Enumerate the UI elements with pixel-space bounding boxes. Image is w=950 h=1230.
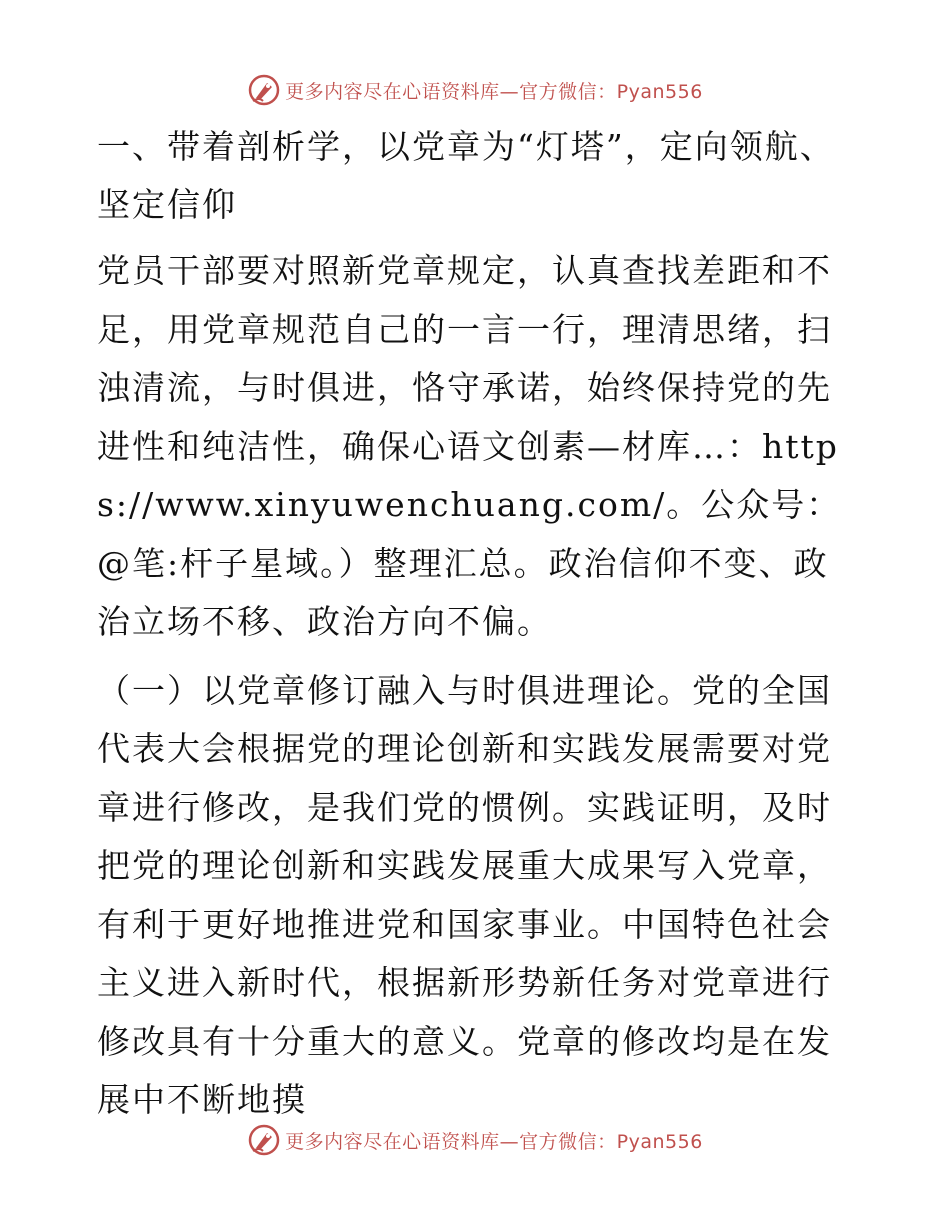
watermark-label: 更多内容尽在心语资料库—官方微信： (285, 1130, 617, 1153)
watermark-wechat-id: Pyan556 (616, 80, 703, 103)
section-heading: 一、带着剖析学，以党章为“灯塔”，定向领航、坚定信仰 (97, 127, 835, 224)
paragraph-2: （一）以党章修订融入与时俱进理论。党的全国代表大会根据党的理论创新和实践发展需要对党章进行修改，是我们党的惯例。实践证明，及时把党的理论创新和实践发展重大成果写入党章，有利于更好地推进党和国家事业。中国特色社会主义进入新时代，根据新形势新任务对党章进行修改具有十分重大的意义。党章的修改均是在发展中不断地摸 (97, 670, 832, 1119)
pen-nib-logo-icon (247, 73, 281, 107)
footer-watermark (0, 1120, 950, 1160)
paragraph-1: 党员干部要对照新党章规定，认真查找差距和不足，用党章规范自己的一言一行，理清思绪，扫浊清流，与时俱进，恪守承诺，始终保持党的先进性和纯洁性，确保心语文创素—材库…：https://www.xinyuwenchuang.com/。公众号：@笔:杆子星域。）整理汇总。政治信仰不变、政治立场不移、政治方向不偏。 (97, 251, 842, 641)
pen-nib-logo-icon (247, 1123, 281, 1157)
document-body (97, 118, 857, 1140)
watermark-text (285, 77, 703, 104)
watermark-label: 更多内容尽在心语资料库—官方微信： (285, 80, 617, 103)
header-watermark (0, 70, 950, 110)
watermark-wechat-id: Pyan556 (616, 1130, 703, 1153)
watermark-text (285, 1127, 703, 1154)
